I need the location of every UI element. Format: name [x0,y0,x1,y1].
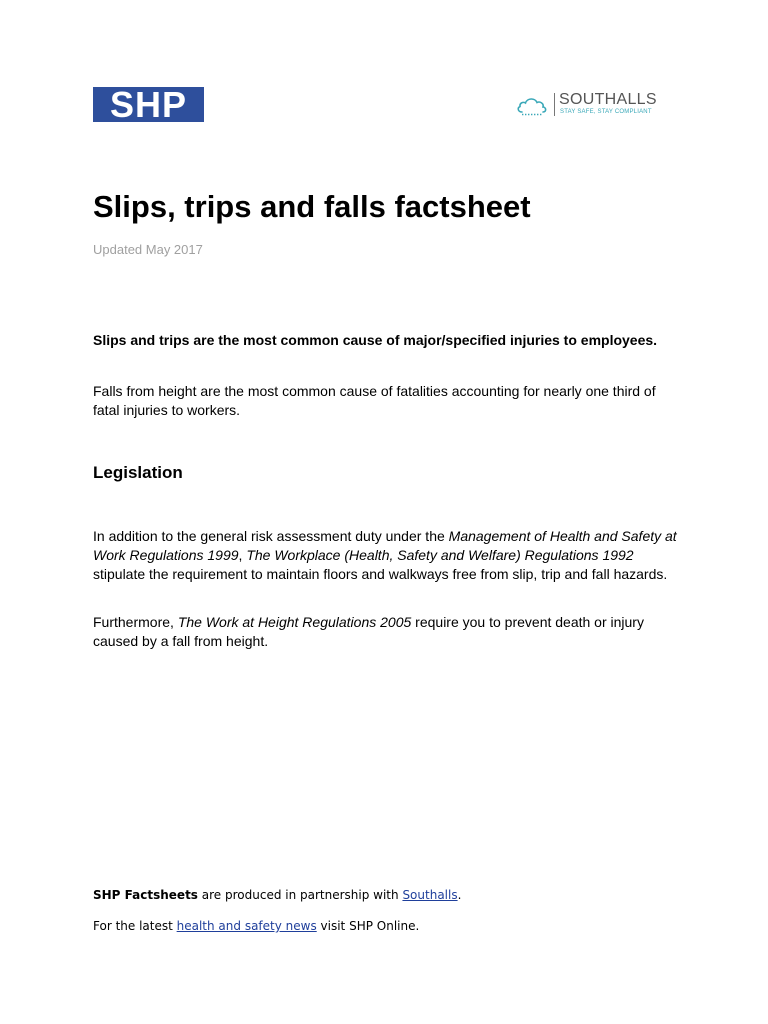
footer-text: For the latest [93,919,177,933]
footer-text: visit SHP Online. [316,919,420,933]
legislation-paragraph-1 [93,527,683,584]
regulation-name: The Workplace (Health, Safety and Welfare) Regulations 1992 [246,547,634,563]
separator-text: , [238,547,247,563]
footer-news-line [93,918,419,934]
legislation-text: Furthermore, [93,614,178,630]
footer-partnership-line [93,887,461,903]
legislation-heading: Legislation [93,463,183,482]
legislation-paragraph-2 [93,613,683,651]
regulation-name: The Work at Height Regulations 2005 [177,614,412,630]
health-safety-news-link[interactable]: health and safety news [176,919,317,933]
southalls-link[interactable]: Southalls [402,888,458,902]
updated-date: Updated May 2017 [93,242,203,257]
footer-text: are produced in partnership with [197,888,403,902]
southalls-logo [516,92,661,118]
intro-paragraph: Falls from height are the most common cause of fatalities accounting for nearly one third of fatal injuries to workers. [93,383,656,418]
footer-brand: SHP Factsheets [93,888,198,902]
logo-divider [554,93,555,116]
southalls-tagline: STAY SAFE, STAY COMPLIANT [560,109,652,115]
cloud-icon [516,93,552,117]
legislation-text: require you to prevent death or injury caused by a fall from height. [93,614,644,649]
regulation-name: Management of Health and Safety at Work Regulations 1999 [93,528,677,563]
shp-logo [93,84,204,125]
footer-text: . [457,888,462,902]
legislation-text: stipulate the requirement to maintain floors and walkways free from slip, trip and fall hazards. [93,566,668,582]
legislation-text: In addition to the general risk assessment duty under the [93,528,449,544]
shp-logo-text: SHP [109,84,188,125]
southalls-name: SOUTHALLS [559,91,657,108]
page-title: Slips, trips and falls factsheet [93,189,531,224]
intro-bold-paragraph: Slips and trips are the most common cause of major/specified injuries to employees. [93,332,658,348]
